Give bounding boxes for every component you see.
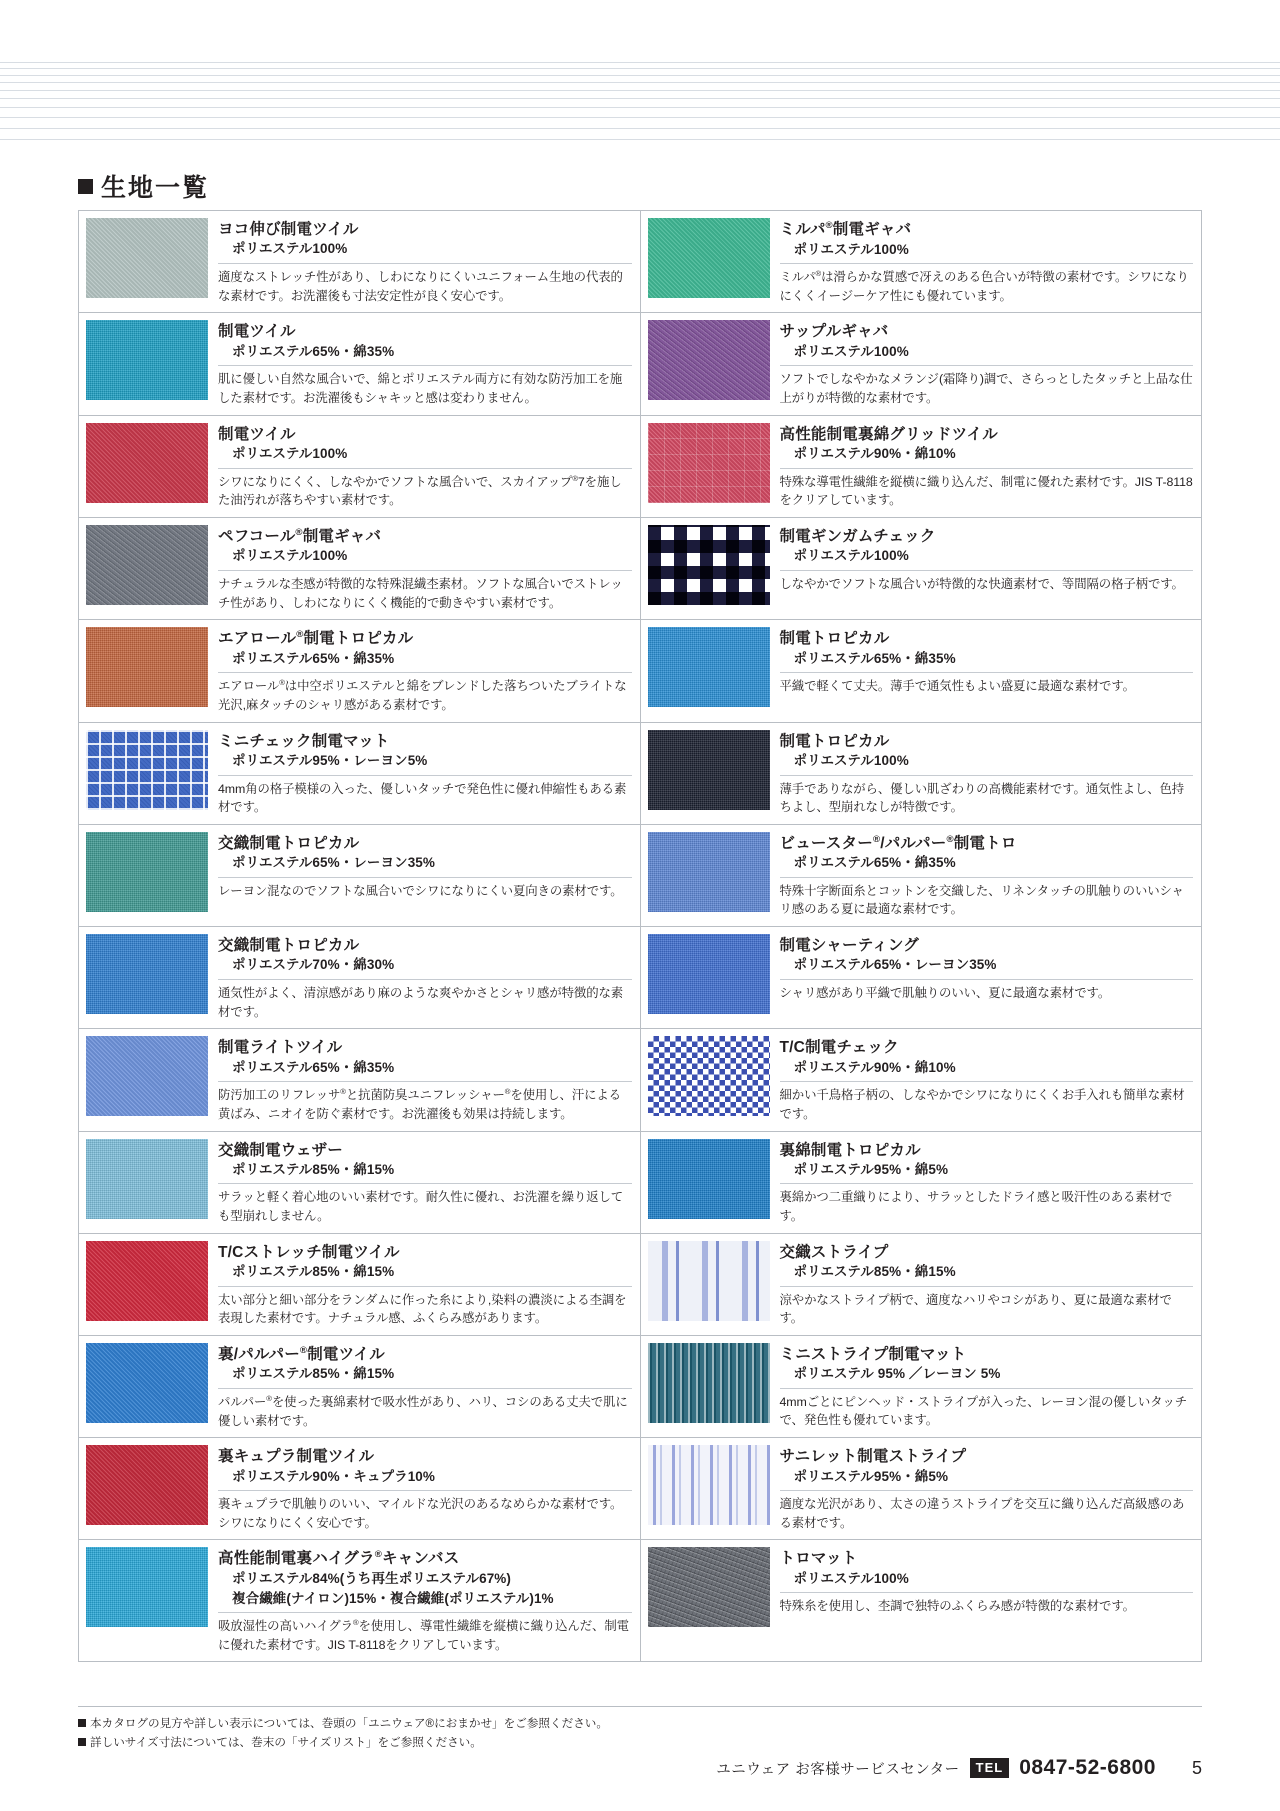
divider: [780, 1592, 1194, 1593]
fabric-swatch: [648, 1241, 770, 1321]
divider: [218, 877, 632, 878]
divider: [218, 1183, 632, 1184]
divider: [218, 1081, 632, 1082]
fabric-info: [218, 730, 632, 817]
fabric-description: 裏キュプラで肌触りのいい、マイルドな光沢のあるなめらかな素材です。シワになりにくく安心です。: [218, 1497, 623, 1530]
fabric-cell: [79, 1234, 641, 1336]
fabric-swatch: [648, 1343, 770, 1423]
fabric-info: [218, 934, 632, 1021]
fabric-swatch: [86, 218, 208, 298]
fabric-composition: ポリエステル 95% ／レーヨン 5%: [793, 1366, 1001, 1382]
fabric-description: ナチュラルな杢感が特徴的な特殊混繊杢素材。ソフトな風合いでストレッチ性があり、しわになりにくく機能的で動きやすい素材です。: [218, 576, 623, 610]
fabric-name: サップルギャバ: [779, 323, 889, 341]
fabric-cell: [641, 825, 1203, 927]
fabric-description: 4mm角の格子模様の入った、優しいタッチで発色性に優れ伸縮性もある素材です。: [218, 781, 627, 815]
fabric-swatch: [86, 1445, 208, 1525]
divider: [218, 979, 632, 980]
fabric-description: 通気性がよく、清涼感があり麻のような爽やかさとシャリ感が特徴的な素材です。: [218, 986, 624, 1019]
fabric-description: ミルパ®は滑らかな質感で冴えのある色合いが特徴の素材です。シワになりにくくイージーケア性にも優れています。: [779, 269, 1189, 303]
fabric-name: 裏/パルパー®制電ツイル: [218, 1344, 385, 1363]
fabric-name: 裏綿制電トロピカル: [779, 1141, 921, 1159]
fabric-name: T/Cストレッチ制電ツイル: [218, 1243, 400, 1261]
fabric-info: [218, 320, 632, 407]
note-bullet-icon-2: [78, 1738, 86, 1746]
fabric-swatch: [86, 934, 208, 1014]
fabric-info: [218, 525, 632, 612]
fabric-description: 薄手でありながら、優しい肌ざわりの高機能素材です。通気性よし、色持ちよし、型崩れなしが特徴です。: [779, 781, 1185, 815]
fabric-composition: ポリエステル65%・レーヨン35%: [232, 855, 436, 871]
footer-note-2: 詳しいサイズ寸法については、巻末の「サイズリスト」をご参照ください。: [90, 1736, 482, 1750]
fabric-cell: [79, 825, 641, 927]
fabric-description: パルパー®を使った裏綿素材で吸水性があり、ハリ、コシのある丈夫で肌に優しい素材です。: [218, 1393, 628, 1428]
fabric-cell: [641, 1438, 1203, 1540]
fabric-swatch: [648, 1036, 770, 1116]
fabric-info: [780, 1547, 1194, 1654]
note-bullet-icon: [78, 1719, 86, 1727]
fabric-description: 平織で軽くて丈夫。薄手で通気性もよい盛夏に最適な素材です。: [779, 679, 1135, 694]
fabric-composition: ポリエステル100%: [232, 548, 348, 564]
fabric-composition: ポリエステル85%・綿15%: [232, 1161, 395, 1177]
fabric-cell: [641, 518, 1203, 620]
fabric-list-grid: [78, 210, 1202, 1662]
fabric-composition: ポリエステル90%・綿10%: [793, 445, 956, 461]
fabric-composition: ポリエステル65%・綿35%: [232, 1059, 395, 1075]
fabric-description: 4mmごとにピンヘッド・ストライプが入った、レーヨン混の優しいタッチで、発色性も優れています。: [779, 1394, 1187, 1428]
page-number: 5: [1191, 1757, 1202, 1778]
fabric-info: [780, 730, 1194, 817]
fabric-cell: [641, 1540, 1203, 1662]
fabric-name: 交織制電トロピカル: [218, 937, 360, 955]
footer-note-row-1: [78, 1714, 1202, 1733]
fabric-composition: ポリエステル100%: [793, 548, 909, 564]
fabric-swatch: [648, 730, 770, 810]
divider: [218, 468, 632, 469]
divider: [780, 1183, 1194, 1184]
fabric-info: [218, 1139, 632, 1226]
fabric-description: 特殊十字断面糸とコットンを交織した、リネンタッチの肌触りのいいシャリ感のある夏に最適な素材です。: [779, 883, 1184, 917]
fabric-description: 裏綿かつ二重織りにより、サラッとしたドライ感と吸汗性のある素材です。: [779, 1190, 1173, 1224]
fabric-cell: [79, 620, 641, 722]
fabric-info: [218, 1547, 632, 1654]
fabric-description: エアロール®は中空ポリエステルと綿をブレンドした落ちついたブライトな光沢,麻タッチのシャリ感がある素材です。: [218, 678, 627, 713]
fabric-composition: ポリエステル90%・綿10%: [793, 1059, 956, 1075]
page-title-text: 生地一覧: [101, 174, 210, 202]
fabric-swatch: [648, 934, 770, 1014]
fabric-name: ミニストライプ制電マット: [779, 1345, 967, 1363]
divider: [218, 1490, 632, 1491]
fabric-info: [780, 934, 1194, 1021]
fabric-swatch: [648, 525, 770, 605]
fabric-composition: ポリエステル65%・綿35%: [793, 855, 956, 871]
fabric-composition: ポリエステル85%・綿15%: [793, 1264, 956, 1280]
fabric-swatch: [86, 1139, 208, 1219]
fabric-composition: ポリエステル90%・キュプラ10%: [232, 1468, 436, 1484]
fabric-cell: [79, 518, 641, 620]
fabric-info: [780, 627, 1194, 714]
fabric-cell: [79, 1540, 641, 1662]
fabric-cell: [79, 416, 641, 518]
fabric-cell: [641, 1132, 1203, 1234]
fabric-composition: ポリエステル95%・レーヨン5%: [232, 753, 428, 768]
fabric-description: 防汚加工のリフレッサ®と抗菌防臭ユニフレッシャー®を使用し、汗による黄ばみ、ニオイを防ぐ素材です。お洗濯後も効果は持続します。: [218, 1087, 621, 1121]
fabric-swatch: [86, 320, 208, 400]
fabric-swatch: [648, 1139, 770, 1219]
divider: [780, 775, 1194, 776]
fabric-description: 適度なストレッチ性があり、しわになりにくいユニフォーム生地の代表的な素材です。お洗濯後も寸法安定性が良く安心です。: [218, 269, 623, 303]
divider: [780, 1286, 1194, 1287]
decorative-top-band: [0, 62, 1280, 140]
fabric-swatch: [86, 1241, 208, 1321]
fabric-name: ペフコール®制電ギャバ: [218, 526, 382, 546]
fabric-composition: ポリエステル100%: [793, 753, 909, 768]
fabric-info: [780, 320, 1194, 407]
footer-note-row-2: [78, 1733, 1202, 1752]
fabric-name: 裏キュプラ制電ツイル: [218, 1448, 375, 1466]
fabric-composition: ポリエステル95%・綿5%: [793, 1468, 949, 1484]
fabric-name: 交織制電トロピカル: [218, 834, 360, 852]
fabric-description: シワになりにくく、しなやかでソフトな風合いで、スカイアップ®7を施した油汚れが落ちやすい素材です。: [218, 473, 622, 508]
tel-label: TEL: [970, 1758, 1010, 1778]
divider: [780, 1490, 1194, 1491]
fabric-composition: ポリエステル85%・綿15%: [232, 1264, 395, 1280]
fabric-cell: [79, 211, 641, 313]
fabric-description: 太い部分と細い部分をランダムに作った糸により,染料の濃淡による杢調を表現した素材です。ナチュラル感、ふくらみ感があります。: [218, 1292, 627, 1326]
fabric-swatch: [648, 423, 770, 503]
fabric-name: サニレット制電ストライプ: [779, 1448, 967, 1466]
fabric-cell: [79, 927, 641, 1029]
fabric-composition-line-2: 複合繊維(ナイロン)15%・複合繊維(ポリエステル)1%: [232, 1590, 554, 1606]
fabric-swatch: [648, 1547, 770, 1627]
fabric-description: 特殊糸を使用し、杢調で独特のふくらみ感が特徴的な素材です。: [779, 1599, 1135, 1614]
fabric-info: [780, 1139, 1194, 1226]
fabric-description: 吸放湿性の高いハイグラ®を使用し、導電性繊維を縦横に織り込んだ、制電に優れた素材です。JIS T-8118をクリアしています。: [218, 1618, 629, 1652]
fabric-name: 制電ライトツイル: [218, 1039, 343, 1057]
divider: [218, 775, 632, 776]
fabric-cell: [79, 1029, 641, 1131]
fabric-info: [780, 1241, 1194, 1328]
footer-notes: [78, 1706, 1202, 1752]
fabric-swatch: [86, 1547, 208, 1627]
fabric-composition: ポリエステル65%・レーヨン35%: [793, 957, 997, 973]
fabric-info: [780, 1036, 1194, 1123]
fabric-cell: [79, 1336, 641, 1438]
fabric-composition: ポリエステル65%・綿35%: [793, 650, 956, 666]
fabric-cell: [641, 620, 1203, 722]
fabric-name: 交織ストライプ: [779, 1243, 889, 1261]
fabric-cell: [641, 1336, 1203, 1438]
bullet-square-icon: [78, 179, 93, 194]
fabric-cell: [79, 723, 641, 825]
fabric-swatch: [648, 218, 770, 298]
fabric-swatch: [648, 320, 770, 400]
fabric-info: [218, 218, 632, 305]
fabric-composition: ポリエステル95%・綿5%: [793, 1161, 949, 1177]
fabric-name: 高性能制電裏ハイグラ®キャンバス: [218, 1549, 460, 1568]
fabric-info: [780, 1343, 1194, 1430]
fabric-info: [218, 1343, 632, 1430]
fabric-name: T/C制電チェック: [779, 1039, 899, 1057]
fabric-composition: ポリエステル100%: [793, 241, 909, 257]
fabric-description: レーヨン混なのでソフトな風合いでシワになりにくい夏向きの素材です。: [218, 883, 623, 898]
fabric-swatch: [648, 1445, 770, 1525]
fabric-name: 制電ギンガムチェック: [779, 527, 936, 545]
fabric-name: ヨコ伸び制電ツイル: [218, 221, 359, 238]
fabric-composition: ポリエステル100%: [232, 241, 348, 257]
fabric-cell: [641, 211, 1203, 313]
footer-contact: [78, 1756, 1202, 1780]
fabric-description: サラッと軽く着心地のいい素材です。耐久性に優れ、お洗濯を繰り返しても型崩れしません。: [218, 1190, 624, 1224]
fabric-composition: ポリエステル85%・綿15%: [232, 1366, 395, 1382]
tel-number: 0847-52-6800: [1019, 1756, 1156, 1779]
divider: [780, 1081, 1194, 1082]
fabric-info: [780, 1445, 1194, 1532]
fabric-name: 制電ツイル: [218, 425, 296, 443]
fabric-description: 適度な光沢があり、太さの違うストライプを交互に織り込んだ高級感のある素材です。: [779, 1497, 1185, 1530]
page-title: [78, 168, 209, 204]
fabric-swatch: [86, 1343, 208, 1423]
fabric-info: [218, 423, 632, 510]
divider: [780, 877, 1194, 878]
fabric-cell: [641, 416, 1203, 518]
fabric-name: 制電トロピカル: [779, 630, 890, 648]
fabric-cell: [641, 723, 1203, 825]
fabric-composition: ポリエステル84%(うち再生ポリエステル67%): [232, 1570, 512, 1586]
fabric-description: しなやかでソフトな風合いが特徴的な快適素材で、等間隔の格子柄です。: [779, 576, 1184, 591]
fabric-description: 肌に優しい自然な風合いで、綿とポリエステル両方に有効な防汚加工を施した素材です。お洗濯後もシャキッと感は変わりません。: [218, 372, 623, 405]
divider: [218, 263, 632, 264]
fabric-name: 高性能制電裏綿グリッドツイル: [779, 425, 998, 443]
fabric-swatch: [648, 627, 770, 707]
fabric-swatch: [86, 525, 208, 605]
fabric-composition: ポリエステル65%・綿35%: [232, 343, 395, 359]
fabric-name: ミルパ®制電ギャバ: [779, 220, 912, 239]
fabric-swatch: [86, 1036, 208, 1116]
fabric-name: 交織制電ウェザー: [218, 1141, 343, 1159]
fabric-cell: [641, 927, 1203, 1029]
fabric-cell: [641, 313, 1203, 415]
fabric-info: [218, 1241, 632, 1328]
fabric-swatch: [86, 730, 208, 810]
divider: [780, 672, 1194, 673]
divider: [780, 570, 1194, 571]
fabric-name: 制電ツイル: [218, 323, 296, 341]
fabric-cell: [641, 1234, 1203, 1336]
divider: [780, 263, 1194, 264]
fabric-cell: [641, 1029, 1203, 1131]
fabric-info: [218, 832, 632, 919]
fabric-description: シャリ感があり平織で肌触りのいい、夏に最適な素材です。: [779, 986, 1111, 1001]
fabric-name: 制電トロピカル: [779, 732, 890, 750]
fabric-name: ミニチェック制電マット: [218, 732, 390, 750]
fabric-description: 特殊な導電性繊維を縦横に織り込んだ、制電に優れた素材です。JIS T-8118をクリアしています。: [779, 474, 1193, 508]
divider: [218, 672, 632, 673]
fabric-cell: [79, 1132, 641, 1234]
fabric-composition: ポリエステル65%・綿35%: [232, 650, 395, 666]
divider: [218, 1286, 632, 1287]
fabric-swatch: [86, 627, 208, 707]
divider: [780, 468, 1194, 469]
service-center-label: ユニウェア お客様サービスセンター: [716, 1761, 960, 1778]
fabric-cell: [79, 1438, 641, 1540]
fabric-info: [780, 525, 1194, 612]
fabric-composition: ポリエステル100%: [232, 445, 348, 461]
divider: [218, 1612, 632, 1613]
fabric-cell: [79, 313, 641, 415]
divider: [780, 1388, 1194, 1389]
fabric-name: ビュースター®/パルパー®制電トロ: [779, 833, 1017, 852]
fabric-info: [218, 1445, 632, 1532]
fabric-swatch: [86, 423, 208, 503]
fabric-description: 細かい千鳥格子柄の、しなやかでシワになりにくくお手入れも簡単な素材です。: [779, 1088, 1185, 1121]
fabric-name: エアロール®制電トロピカル: [218, 629, 414, 648]
divider: [780, 365, 1194, 366]
fabric-info: [780, 423, 1194, 510]
divider: [218, 365, 632, 366]
fabric-info: [780, 218, 1194, 305]
fabric-info: [218, 1036, 632, 1123]
fabric-swatch: [86, 832, 208, 912]
fabric-swatch: [648, 832, 770, 912]
divider: [218, 570, 632, 571]
footer-note-1: 本カタログの見方や詳しい表示については、巻頭の「ユニウェア®におまかせ」をご参照ください。: [90, 1717, 608, 1730]
fabric-composition: ポリエステル70%・綿30%: [232, 957, 395, 973]
fabric-composition: ポリエステル100%: [793, 1570, 909, 1586]
fabric-info: [780, 832, 1194, 919]
fabric-composition: ポリエステル100%: [793, 343, 909, 359]
fabric-info: [218, 627, 632, 714]
divider: [780, 979, 1194, 980]
fabric-description: ソフトでしなやかなメランジ(霜降り)調で、さらっとしたタッチと上品な仕上がりが特徴的な素材です。: [779, 372, 1193, 405]
fabric-description: 涼やかなストライプ柄で、適度なハリやコシがあり、夏に最適な素材です。: [779, 1292, 1172, 1326]
fabric-name: トロマット: [779, 1550, 858, 1568]
fabric-name: 制電シャーティング: [779, 937, 919, 955]
divider: [218, 1388, 632, 1389]
